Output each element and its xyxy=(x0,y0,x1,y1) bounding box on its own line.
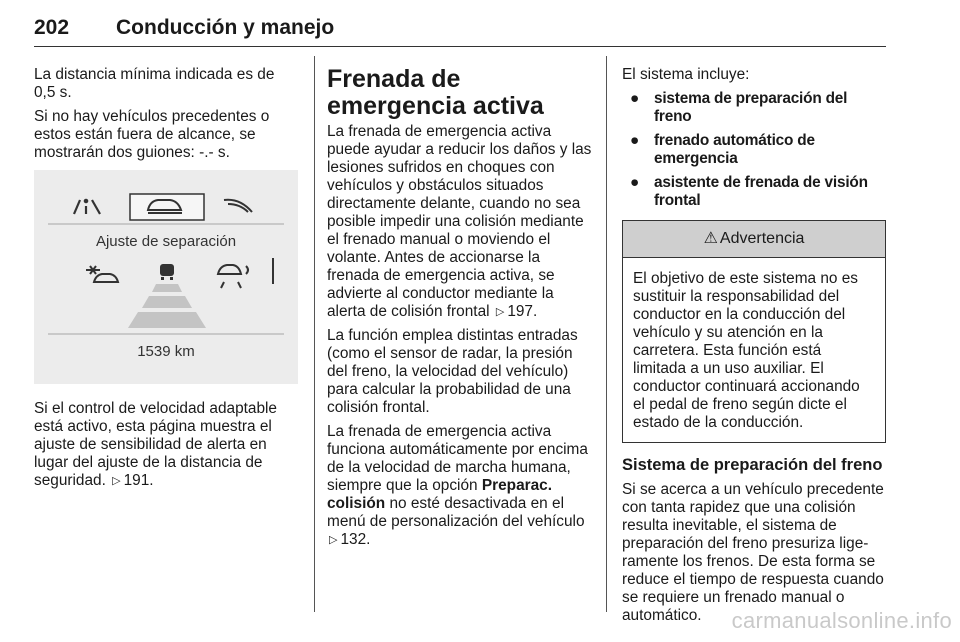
paragraph-text: La frenada de emergencia activa puede ayudar a reducir los daños y las lesiones sufridos en choques con vehículos y obstáculos situados directamente delante, cuando no sea posible impedir una colisión mediante el frenado manual o moviendo el volante. Antes de accionarse la frenada de emergencia activa, se advierte al conductor mediante la alerta de colisión frontal xyxy=(327,123,592,320)
feature-list xyxy=(622,90,886,210)
page-ref-arrow-icon: ▷ xyxy=(329,534,338,546)
bullet-icon: ● xyxy=(630,132,640,149)
warning-title: Advertencia xyxy=(719,230,805,247)
column-left xyxy=(34,66,296,496)
gap-setting-label: Ajuste de separación xyxy=(95,233,237,250)
list-item-text: sistema de preparación del freno xyxy=(654,90,848,125)
paragraph-text: no esté desactivada en el menú de personalización del vehículo xyxy=(327,495,585,530)
car-radar-icon xyxy=(218,265,248,288)
column-divider-right xyxy=(606,56,607,612)
car-ahead-icon xyxy=(160,264,174,280)
page-reference[interactable]: 197. xyxy=(507,303,538,320)
page-header xyxy=(34,12,886,46)
column-middle xyxy=(327,66,595,555)
section-heading: Frenada de emergencia activa xyxy=(327,65,544,120)
column-right xyxy=(622,66,886,631)
list-item xyxy=(622,132,886,168)
car-collision-icon xyxy=(86,266,118,282)
page-ref-arrow-icon: ▷ xyxy=(495,306,505,318)
page-ref-arrow-icon: ▷ xyxy=(112,475,121,487)
header-rule xyxy=(34,46,886,47)
steering-icon xyxy=(224,200,252,212)
paragraph xyxy=(34,400,296,490)
bullet-icon: ● xyxy=(630,90,640,107)
page-reference[interactable]: 132. xyxy=(340,531,371,548)
list-item-text: asistente de frenada de visión frontal xyxy=(654,174,868,209)
list-item xyxy=(622,90,886,126)
warning-header xyxy=(623,221,885,258)
subsection-heading: Sistema de preparación del freno xyxy=(622,456,883,474)
paragraph: El sistema incluye: xyxy=(622,66,750,83)
warning-triangle-icon: ⚠ xyxy=(703,230,718,247)
warning-text: El objetivo de este sistema no es sustituir la responsabilidad del conductor en la conducción del vehículo y su atención en la carretera. Esta función está limitada a un uso auxiliar. El conductor continuará accionando el pedal de freno según dicte el estado de la conducción. xyxy=(633,270,860,431)
list-item-text: frenado automático de emergencia xyxy=(654,132,815,167)
paragraph: La función emplea distintas entradas (como el sensor de radar, la presión del freno, la velocidad del vehículo) para calcular la probabilidad de una colisión frontal. xyxy=(327,327,578,416)
paragraph: Si no hay vehículos precedentes o estos están fuera de alcance, se mostrarán dos guiones: -.- s. xyxy=(34,108,270,161)
page-number: 202 xyxy=(34,16,70,39)
paragraph: Si se acerca a un vehículo precedente con tanta rapidez que una colisión resulta inevitable, el sistema de preparación del freno presuriza ligeramente los frenos. De esta forma se reduce el tiempo de respuesta cuando se requiere un frenado manual o automático. xyxy=(622,481,884,624)
cluster-display-illustration xyxy=(34,170,298,384)
menu-option-name: Preparac. colisión xyxy=(327,477,553,512)
page-reference[interactable]: 191. xyxy=(123,472,154,489)
bullet-icon: ● xyxy=(630,174,640,191)
warning-box xyxy=(622,220,886,443)
paragraph xyxy=(327,123,595,321)
following-distance-bars xyxy=(128,284,206,328)
lane-icon xyxy=(74,200,100,214)
list-item xyxy=(622,174,886,210)
chapter-title: Conducción y manejo xyxy=(116,16,335,39)
column-divider-left xyxy=(314,56,315,612)
odometer-readout: 1539 km xyxy=(137,343,195,360)
paragraph: La distancia mínima indicada es de 0,5 s. xyxy=(34,66,275,101)
watermark: carmanualsonline.info xyxy=(731,608,952,633)
display-figure xyxy=(34,170,298,384)
paragraph xyxy=(327,423,595,549)
selected-tab xyxy=(130,194,204,220)
paragraph-text: Si el control de velocidad adaptable está activo, esta página muestra el ajuste de sensibilidad de alerta en lugar del ajuste de la distancia de seguridad. xyxy=(34,400,277,489)
paragraph-text: La frenada de emergencia activa funciona automáticamente por encima de la velocidad de marcha humana, siempre que la opción xyxy=(327,423,588,494)
